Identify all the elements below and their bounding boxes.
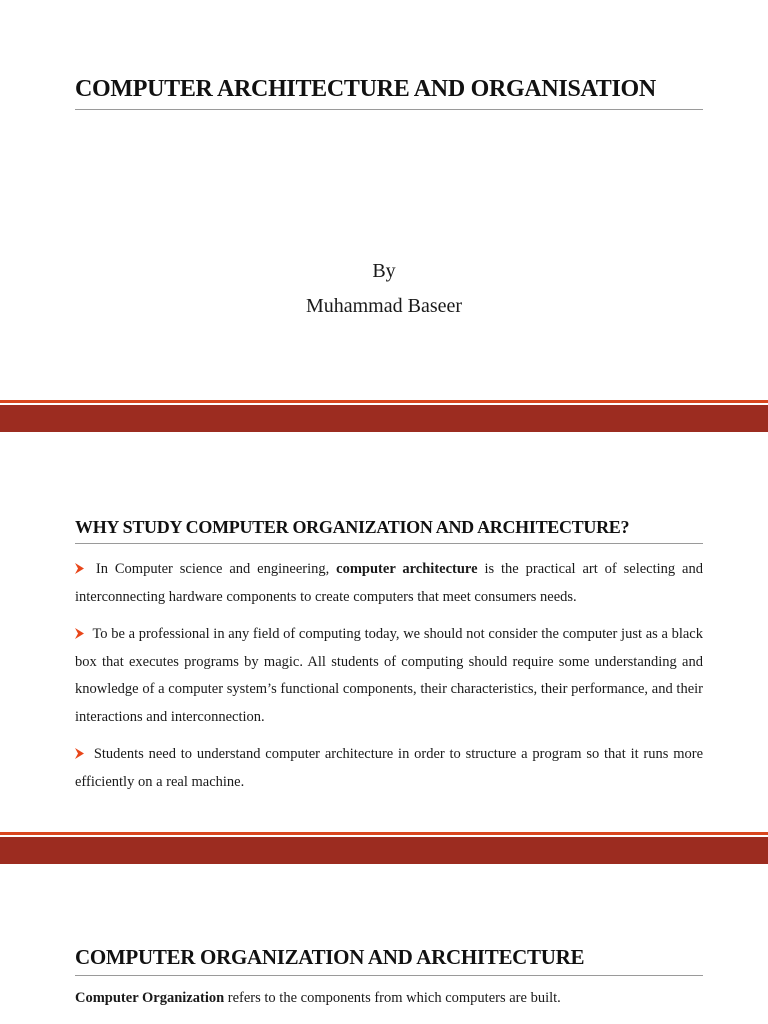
divider-bar	[0, 837, 768, 864]
divider-bar	[0, 405, 768, 432]
slide-title: WHY STUDY COMPUTER ORGANIZATION AND ARCHITECTURE?	[75, 517, 630, 537]
title-underline	[75, 543, 703, 544]
title-slide	[0, 0, 768, 400]
definition-text	[75, 990, 703, 1007]
divider-accent-line	[0, 400, 768, 403]
presentation-title: COMPUTER ARCHITECTURE AND ORGANISATION	[75, 76, 656, 102]
definition-body: refers to the components from which computers are built.	[224, 990, 561, 1006]
bullet-text: To be a professional in any field of computing today, we should not consider the computer just as a black box that executes programs by magic. All students of computing should require some understanding and knowledge of a computer system’s functional components, their characteristics, their performance, and their interactions and interconnection.	[75, 626, 703, 725]
slide-divider	[0, 400, 768, 432]
definition-term: Computer Organization	[75, 990, 225, 1006]
bullet-text: Students need to understand computer architecture in order to structure a program so that it runs more efficiently on a real machine.	[75, 746, 704, 790]
title-underline	[75, 109, 703, 110]
divider-accent-line	[0, 832, 768, 835]
bullet-text: In Computer science and engineering,	[95, 561, 337, 577]
bullet-item	[75, 741, 703, 796]
organization-slide	[0, 864, 768, 1024]
why-study-slide	[0, 432, 768, 832]
author-name: Muhammad Baseer	[305, 295, 463, 317]
arrow-right-icon	[75, 621, 89, 649]
bullet-item	[75, 556, 703, 611]
bullet-list	[75, 556, 703, 806]
arrow-right-icon	[75, 556, 89, 584]
bullet-item	[75, 621, 703, 731]
bullet-text: is the practical art of selecting and interconnecting hardware components to create computers that meet consumers needs.	[75, 561, 703, 605]
arrow-right-icon	[75, 741, 89, 769]
title-underline	[75, 975, 703, 976]
bullet-emphasis: computer architecture	[336, 561, 478, 577]
slide-title: COMPUTER ORGANIZATION AND ARCHITECTURE	[75, 945, 585, 969]
by-label: By	[372, 260, 396, 282]
slide-divider	[0, 832, 768, 864]
